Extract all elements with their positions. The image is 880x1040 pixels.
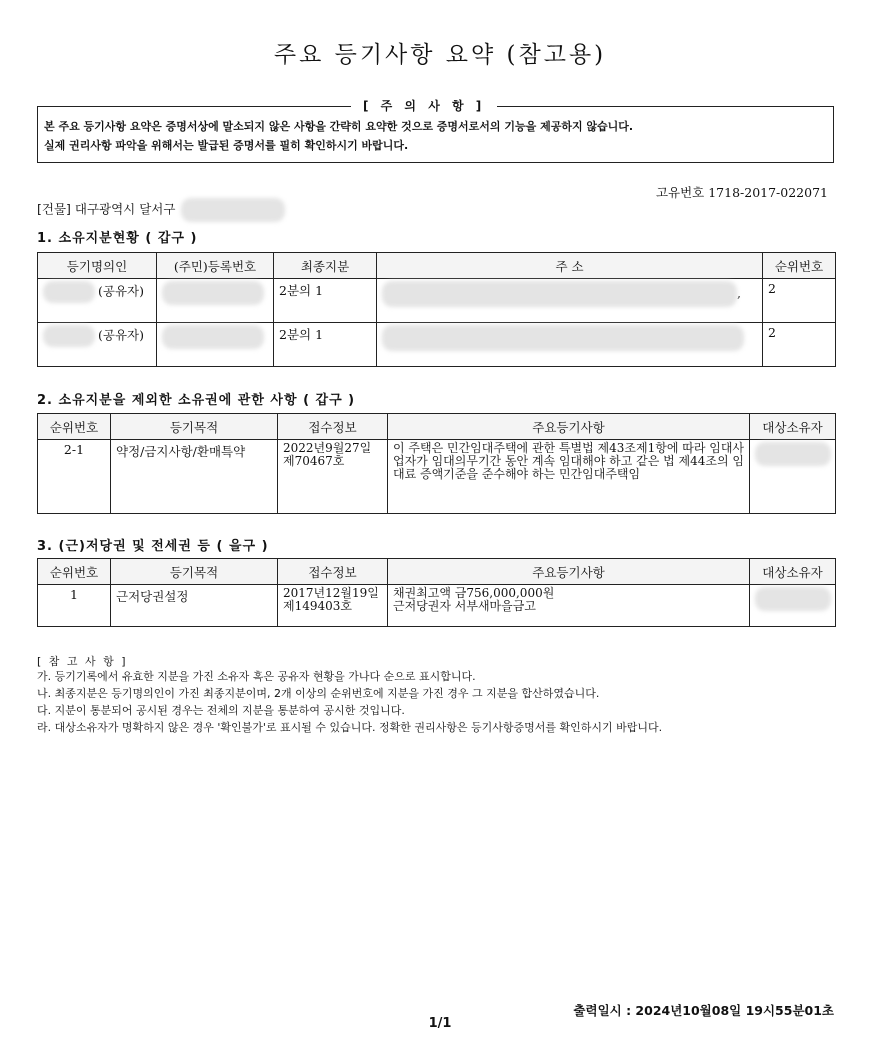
table-header-row — [38, 253, 836, 279]
building-address — [37, 198, 285, 222]
owner-type: (공유자) — [98, 327, 144, 343]
details-line-1: 채권최고액 금756,000,000원 — [393, 586, 555, 600]
details-line-2: 근저당권자 서부새마을금고 — [393, 599, 536, 613]
printed-datetime: 출력일시 : 2024년10월08일 19시55분01초 — [573, 1003, 834, 1018]
owner-type: (공유자) — [98, 283, 144, 299]
redacted-address — [382, 281, 737, 307]
section1-title: 1. 소유지분현황 ( 갑구 ) — [37, 231, 198, 246]
mortgage-table — [37, 558, 836, 627]
reg-number-cell — [157, 279, 274, 323]
table-row — [38, 585, 836, 627]
header-receipt: 접수정보 — [278, 559, 388, 585]
redacted-owner — [755, 587, 831, 611]
table-row — [38, 323, 836, 367]
header-target-owner: 대상소유자 — [750, 559, 836, 585]
notice-line-1: 본 주요 등기사항 요약은 증명서상에 말소되지 않은 사항을 간략히 요약한 것으로 증명서로서의 기능을 제공하지 않습니다. — [44, 120, 634, 133]
header-rank: 순위번호 — [38, 414, 111, 440]
notice-heading: [ 주 의 사 항 ] — [351, 97, 497, 114]
section3-title: 3. (근)저당권 및 전세권 등 ( 을구 ) — [37, 539, 269, 554]
purpose-cell: 근저당권설정 — [111, 585, 278, 627]
reference-item: 가. 등기기록에서 유효한 지분을 가진 소유자 혹은 공유자 현황을 가나다 순으로 표시합니다. — [37, 670, 476, 683]
header-target-owner: 대상소유자 — [750, 414, 836, 440]
header-receipt: 접수정보 — [278, 414, 388, 440]
reference-title: [ 참 고 사 항 ] — [37, 655, 128, 668]
header-purpose: 등기목적 — [111, 559, 278, 585]
redacted-address — [181, 198, 285, 222]
ownership-table — [37, 252, 836, 367]
document-title: 주요 등기사항 요약 (참고용) — [273, 42, 607, 68]
target-owner-cell — [750, 585, 836, 627]
details-cell — [388, 585, 750, 627]
rank-cell: 2 — [763, 279, 836, 323]
purpose-cell: 약정/금지사항/환매특약 — [111, 440, 278, 514]
ownership-matters-table — [37, 413, 836, 514]
header-details: 주요등기사항 — [388, 559, 750, 585]
header-details: 주요등기사항 — [388, 414, 750, 440]
rank-cell: 2 — [763, 323, 836, 367]
address-cell — [377, 323, 763, 367]
table-header-row — [38, 559, 836, 585]
redacted-reg-number — [162, 325, 264, 349]
header-reg-number: (주민)등록번호 — [157, 253, 274, 279]
reference-item: 나. 최종지분은 등기명의인이 가진 최종지분이며, 2개 이상의 순위번호에 지분을 가진 경우 그 지분을 합산하였습니다. — [37, 687, 600, 700]
target-owner-cell — [750, 440, 836, 514]
notice-box — [37, 106, 834, 163]
receipt-cell: 2017년12월19일 제149403호 — [278, 585, 388, 627]
redacted-owner — [755, 442, 831, 466]
section2-title: 2. 소유지분을 제외한 소유권에 관한 사항 ( 갑구 ) — [37, 393, 356, 408]
building-address-text: [건물] 대구광역시 달서구 — [37, 201, 176, 217]
details-cell: 이 주택은 민간임대주택에 관한 특별법 제43조제1항에 따라 임대사업자가 임대의무기간 동안 계속 임대해야 하고 같은 법 제44조의 임대료 증액기준을 준수해야 하는 민간임대주택임 — [388, 440, 750, 514]
notice-line-2: 실제 권리사항 파악을 위해서는 발급된 증명서를 필히 확인하시기 바랍니다. — [44, 139, 409, 152]
redacted-reg-number — [162, 281, 264, 305]
reference-item: 라. 대상소유자가 명확하지 않은 경우 '확인불가'로 표시될 수 있습니다. 정확한 권리사항은 등기사항증명서를 확인하시기 바랍니다. — [37, 721, 663, 734]
owner-cell — [38, 323, 157, 367]
header-address: 주 소 — [377, 253, 763, 279]
header-share: 최종지분 — [274, 253, 377, 279]
redacted-name — [43, 281, 95, 303]
header-rank: 순위번호 — [763, 253, 836, 279]
redacted-name — [43, 325, 95, 347]
page-number: 1/1 — [428, 1016, 452, 1031]
address-cell — [377, 279, 763, 323]
table-row — [38, 440, 836, 514]
rank-cell: 2-1 — [38, 440, 111, 514]
address-tail: , — [737, 285, 741, 301]
rank-cell: 1 — [38, 585, 111, 627]
header-owner: 등기명의인 — [38, 253, 157, 279]
reference-item: 다. 지분이 통분되어 공시된 경우는 전체의 지분을 통분하여 공시한 것입니다. — [37, 704, 405, 717]
table-header-row — [38, 414, 836, 440]
share-cell: 2분의 1 — [274, 279, 377, 323]
redacted-address — [382, 325, 744, 351]
owner-cell — [38, 279, 157, 323]
share-cell: 2분의 1 — [274, 323, 377, 367]
reg-number-cell — [157, 323, 274, 367]
header-purpose: 등기목적 — [111, 414, 278, 440]
receipt-cell: 2022년9월27일 제70467호 — [278, 440, 388, 514]
unique-number: 고유번호 1718-2017-022071 — [655, 185, 828, 200]
table-row — [38, 279, 836, 323]
header-rank: 순위번호 — [38, 559, 111, 585]
